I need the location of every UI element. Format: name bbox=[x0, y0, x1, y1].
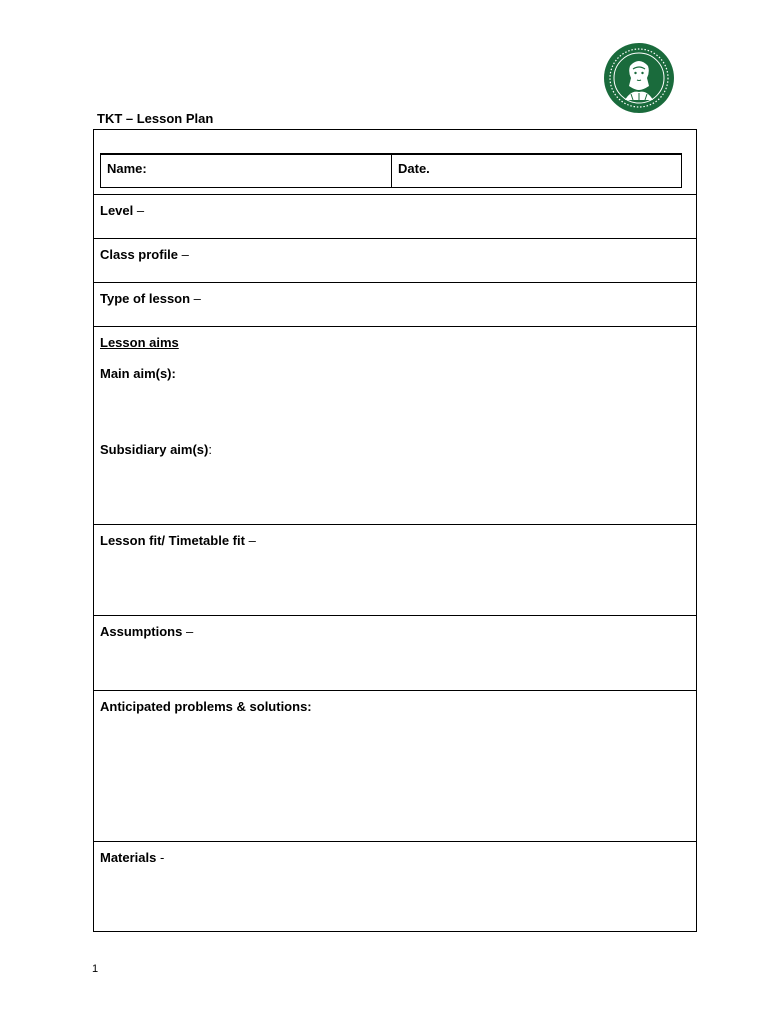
lesson-fit-row[interactable] bbox=[94, 525, 696, 616]
materials-label: Materials - bbox=[100, 850, 165, 865]
class-profile-row[interactable] bbox=[94, 239, 696, 283]
name-cell[interactable] bbox=[101, 155, 392, 187]
level-row[interactable] bbox=[94, 195, 696, 239]
assumptions-label: Assumptions – bbox=[100, 624, 194, 639]
date-label: Date. bbox=[398, 161, 430, 176]
type-of-lesson-row[interactable] bbox=[94, 283, 696, 327]
lesson-aims-heading: Lesson aims bbox=[100, 335, 179, 350]
class-profile-label: Class profile – bbox=[100, 247, 189, 262]
anticipated-problems-label: Anticipated problems & solutions: bbox=[100, 699, 312, 714]
page-number: 1 bbox=[92, 963, 99, 975]
lesson-fit-label: Lesson fit/ Timetable fit – bbox=[100, 533, 256, 548]
document-title: TKT – Lesson Plan bbox=[97, 111, 214, 126]
seal-logo-icon bbox=[603, 42, 675, 114]
main-aims-label: Main aim(s): bbox=[100, 366, 176, 381]
type-of-lesson-label: Type of lesson – bbox=[100, 291, 201, 306]
level-label: Level – bbox=[100, 203, 145, 218]
name-date-row bbox=[94, 130, 696, 195]
lesson-plan-form bbox=[93, 129, 697, 932]
name-label: Name: bbox=[107, 161, 147, 176]
date-cell[interactable] bbox=[392, 155, 681, 187]
name-date-table bbox=[100, 153, 682, 188]
assumptions-row[interactable] bbox=[94, 616, 696, 691]
materials-row[interactable] bbox=[94, 842, 696, 931]
anticipated-problems-row[interactable] bbox=[94, 691, 696, 842]
lesson-aims-row[interactable] bbox=[94, 327, 696, 525]
subsidiary-aims-label: Subsidiary aim(s): bbox=[100, 442, 212, 457]
